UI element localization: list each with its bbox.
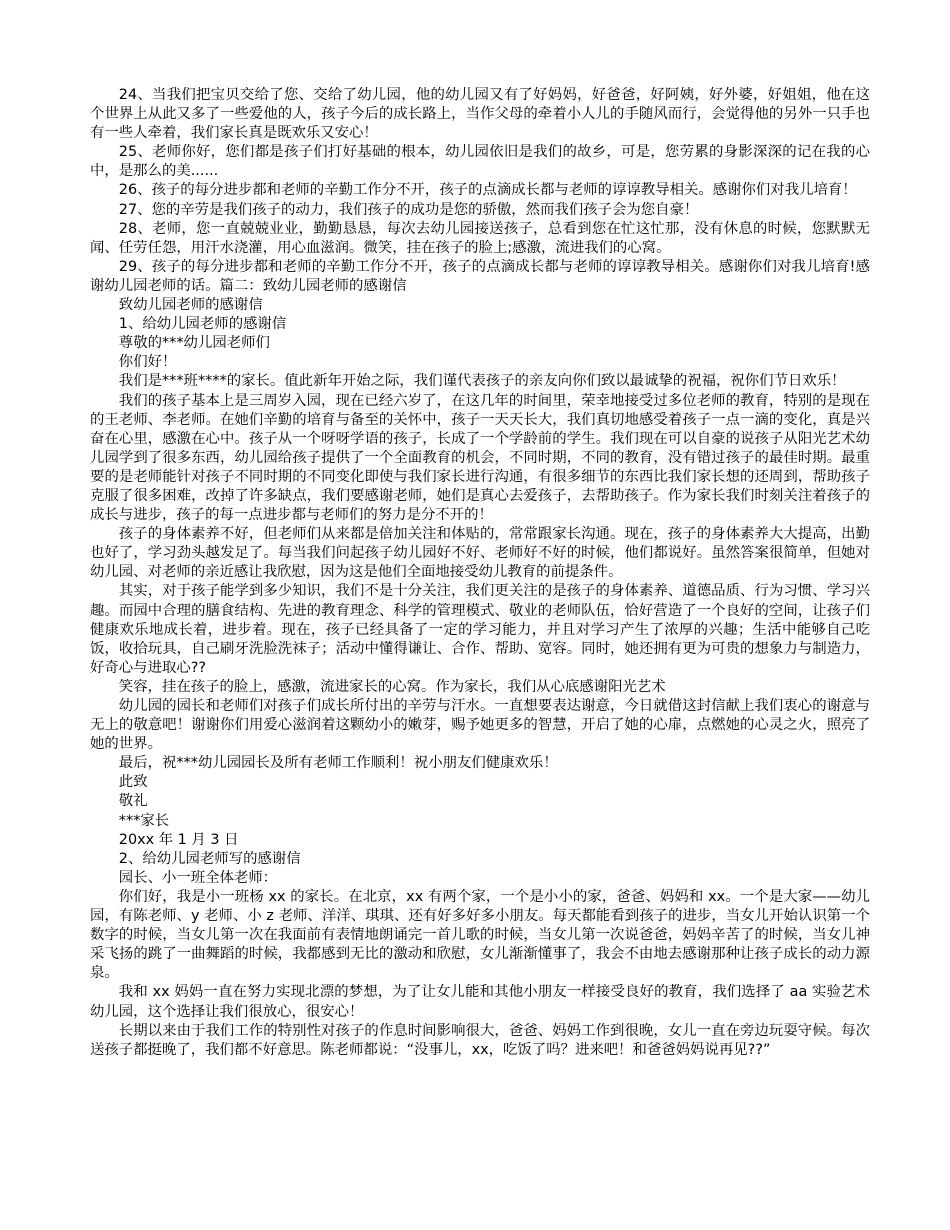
paragraph: 25、老师你好，您们都是孩子们打好基础的根本，幼儿园依旧是我们的故乡，可是，您劳累的身影深深的记在我的心中，是那么的美...... xyxy=(90,144,870,180)
text-line: 2、给幼儿园老师写的感谢信 xyxy=(118,850,301,867)
paragraph: 28、老师，您一直兢兢业业，勤勤恳恳，每次去幼儿园接送孩子，总看到您在忙这忙那，没有休息的时候，您默默无闻、任劳任怨，用汗水浇灌，用心血滋润。微笑，挂在孩子的脸上;感激，流进我们的心窝。 xyxy=(90,220,870,256)
paragraph: 我们是***班****的家长。值此新年开始之际，我们谨代表孩子的亲友向你们致以最诚挚的祝福，祝你们节日欢乐！ xyxy=(118,373,846,390)
text-line: 此致 xyxy=(118,774,148,791)
text-line: 敬礼 xyxy=(118,793,148,810)
text-line: 园长、小一班全体老师： xyxy=(118,869,278,886)
text-line: 致幼儿园老师的感谢信 xyxy=(118,297,263,314)
paragraph: 你们好，我是小一班杨 xx 的家长。在北京，xx 有两个家，一个是小小的家，爸爸、妈妈和 xx。一个是大家——幼儿园，有陈老师、y 老师、小 z 老师、洋洋、琪琪、还有好多好多小朋友。每天都能看到孩子的进步，当女儿开始认识第一个数字的时候，当女儿第一次在我面前有表情地朗诵完一首儿歌的时候，当女儿第一次说爸爸，妈妈辛苦了的时候，当女儿神采飞扬的跳了一曲舞蹈的时候，我都感到无比的激动和欣慰，女儿渐渐懂事了，我会不由地去感谢那种让孩子成长的动力源泉。 xyxy=(90,888,870,982)
paragraph: 我们的孩子基本上是三周岁入园，现在已经六岁了，在这几年的时间里，荣幸地接受过多位老师的教育，特别的是现在的王老师、李老师。在她们辛勤的培育与备至的关怀中，孩子一天天长大，我们真切地感受着孩子一点一滴的变化，真是兴奋在心里，感激在心中。孩子从一个呀呀学语的孩子，长成了一个学龄前的学生。我们现在可以自豪的说孩子从阳光艺术幼儿园学到了很多东西，幼儿园给孩子提供了一个全面教育的机会，不同时期，不同的教育，没有错过孩子的最佳时期。最重要的是老师能针对孩子不同时期的不同变化即使与我们家长进行沟通，有很多细节的东西比我们家长想的还周到，帮助孩子克服了很多困难，改掉了许多缺点，我们要感谢老师，她们是真心去爱孩子，去帮助孩子。作为家长我们时刻关注着孩子的成长与进步，孩子的每一点进步都与老师们的努力是分不开的！ xyxy=(90,392,870,524)
paragraph: 24、当我们把宝贝交给了您、交给了幼儿园，他的幼儿园又有了好妈妈，好爸爸，好阿姨，好外婆，好姐姐，他在这个世界上从此又多了一些爱他的人，孩子今后的成长路上，当作父母的牵着小人儿的手随风而行，会觉得他的另外一只手也有一些人牵着，我们家长真是既欢乐又安心！ xyxy=(90,87,870,142)
text-line: 1、给幼儿园老师的感谢信 xyxy=(118,316,287,333)
text-line: ***家长 xyxy=(118,812,170,829)
text-line: 尊敬的***幼儿园老师们 xyxy=(118,335,270,352)
text-line: 20xx 年 1 月 3 日 xyxy=(118,831,239,848)
paragraph: 我和 xx 妈妈一直在努力实现北漂的梦想，为了让女儿能和其他小朋友一样接受良好的教育，我们选择了 aa 实验艺术幼儿园，这个选择让我们很放心，很安心！ xyxy=(90,984,870,1020)
paragraph: 其实，对于孩子能学到多少知识，我们不是十分关注，我们更关注的是孩子的身体素养、道德品质、行为习惯、学习兴趣。而园中合理的膳食结构、先进的教育理念、科学的管理模式、敬业的老师队伍，恰好营造了一个良好的空间，让孩子们健康欢乐地成长着，进步着。现在，孩子已经具备了一定的学习能力，并且对学习产生了浓厚的兴趣；生活中能够自己吃饭，收拾玩具，自己刷牙洗脸洗袜子；活动中懂得谦让、合作、帮助、宽容。同时，她还拥有更为可贵的想象力与制造力，好奇心与进取心?? xyxy=(90,583,870,676)
paragraph: 孩子的身体素养不好，但老师们从来都是倍加关注和体贴的，常常跟家长沟通。现在，孩子的身体素养大大提高，出勤也好了，学习劲头越发足了。每当我们问起孩子幼儿园好不好、老师好不好的时候，他们都说好。虽然答案很简单，但她对幼儿园、对老师的亲近感让我欣慰，因为这是他们全面地接受幼儿教育的前提条件。 xyxy=(90,526,870,581)
paragraph: 长期以来由于我们工作的特别性对孩子的作息时间影响很大，爸爸、妈妈工作到很晚，女儿一直在旁边玩耍守候。每次送孩子都挺晚了，我们都不好意思。陈老师都说：“没事儿，xx，吃饭了吗？进来吧！和爸爸妈妈说再见??” xyxy=(90,1022,870,1058)
paragraph: 26、孩子的每分进步都和老师的辛勤工作分不开，孩子的点滴成长都与老师的谆谆教导相关。感谢你们对我儿培育！ xyxy=(118,182,857,199)
document-body xyxy=(90,86,870,1060)
paragraph: 最后，祝***幼儿园园长及所有老师工作顺利！祝小朋友们健康欢乐！ xyxy=(118,755,558,772)
text-line: 你们好！ xyxy=(118,354,177,371)
paragraph: 29、孩子的每分进步都和老师的辛勤工作分不开，孩子的点滴成长都与老师的谆谆教导相关。感谢你们对我儿培育!感谢幼儿园老师的话。篇二：致幼儿园老师的感谢信 xyxy=(90,258,870,294)
paragraph: 27、您的辛劳是我们孩子的动力，我们孩子的成功是您的骄傲，然而我们孩子会为您自豪！ xyxy=(118,201,699,218)
paragraph: 幼儿园的园长和老师们对孩子们成长所付出的辛劳与汗水。一直想要表达谢意，今日就借这封信献上我们衷心的谢意与无上的敬意吧！谢谢你们用爱心滋润着这颗幼小的嫩芽，赐予她更多的智慧，开启了她的心扉，点燃她的心灵之火，照亮了她的世界。 xyxy=(90,698,870,753)
paragraph: 笑容，挂在孩子的脸上，感激，流进家长的心窝。作为家长，我们从心底感谢阳光艺术 xyxy=(118,678,666,695)
